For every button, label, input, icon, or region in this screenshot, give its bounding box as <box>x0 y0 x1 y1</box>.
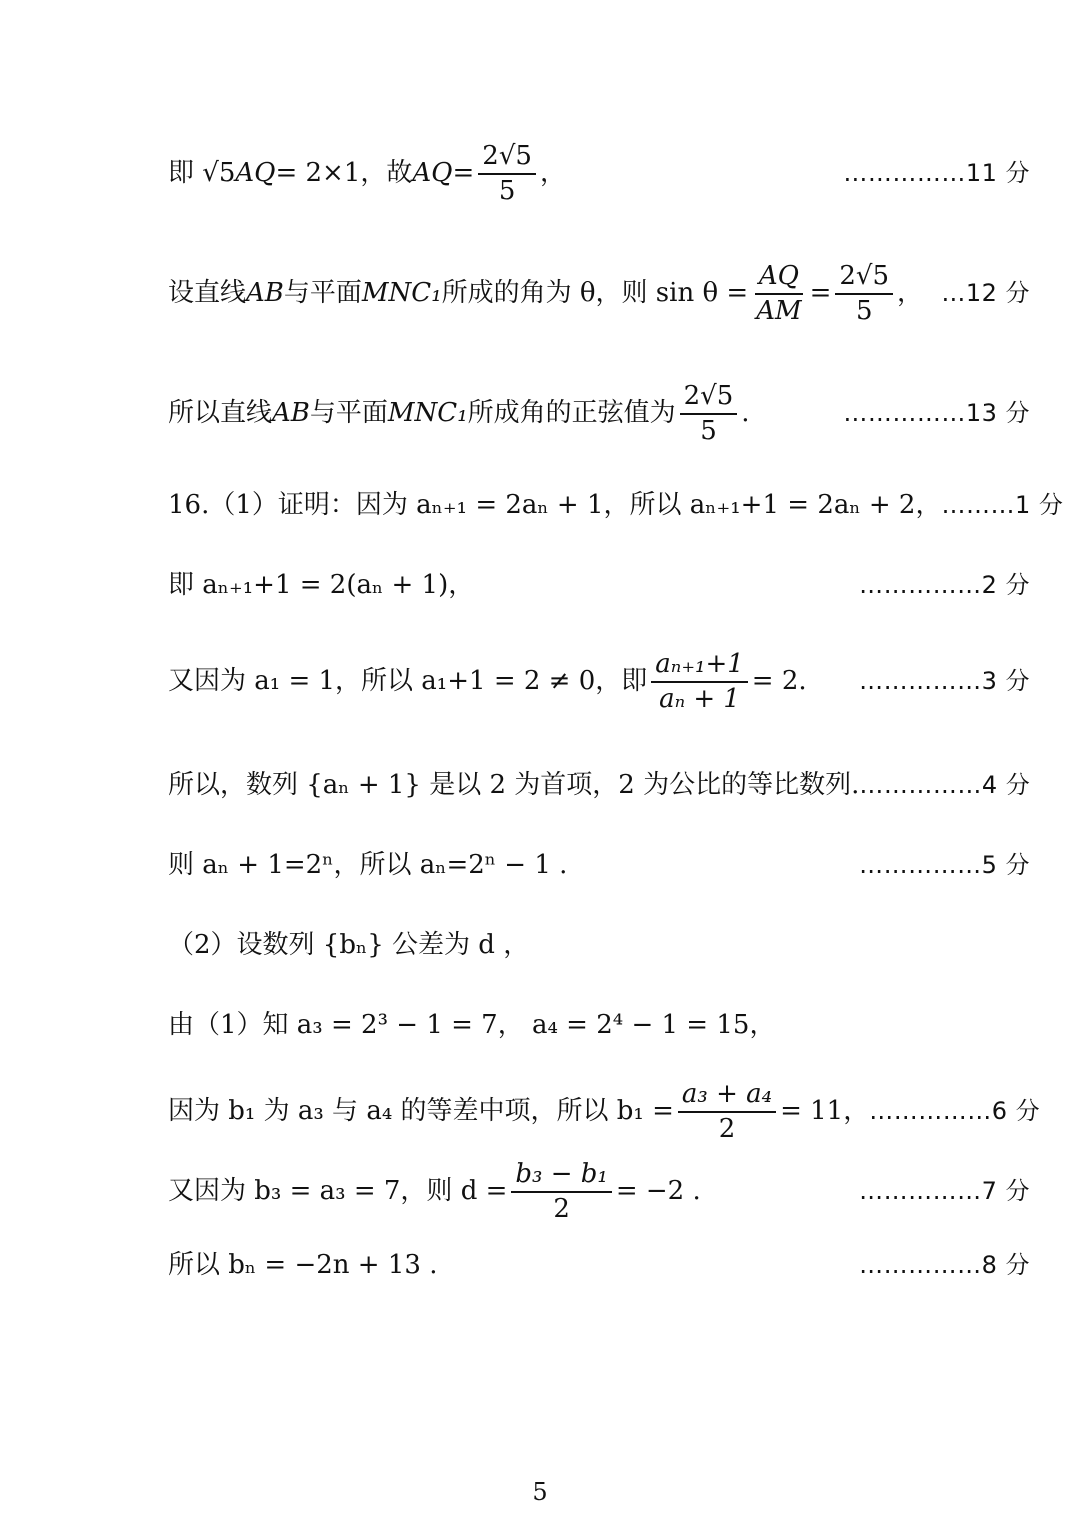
var: AQ <box>412 158 453 188</box>
math-content <box>168 1160 701 1223</box>
text: = −2 . <box>615 1176 701 1206</box>
page-number: 5 <box>532 1478 548 1506</box>
score-label: …12 分 <box>941 279 1030 308</box>
math-content: 所以 bₙ = −2n + 13 . <box>168 1250 438 1280</box>
denominator: AM <box>756 295 802 326</box>
line-16-5 <box>168 850 1030 881</box>
math-content <box>168 142 566 205</box>
score-label: ……………5 分 <box>859 851 1030 880</box>
line-16-1 <box>168 490 1064 521</box>
text: 因为 b₁ 为 a₃ 与 a₄ 的等差中项，所以 b₁ = <box>168 1096 674 1126</box>
var: AB <box>246 278 284 308</box>
math-content: 所以，数列 {aₙ + 1} 是以 2 为首项，2 为公比的等比数列. <box>168 770 860 800</box>
text: 所成的角为 θ，则 sin θ = <box>441 278 749 308</box>
line-16-a3a4 <box>168 1010 1030 1041</box>
line-11 <box>168 142 1030 205</box>
line-12 <box>168 262 1030 325</box>
score-label: ……………8 分 <box>859 1251 1030 1280</box>
math-content: 由（1）知 a₃ = 2³ − 1 = 7， a₄ = 2⁴ − 1 = 15， <box>168 1010 776 1040</box>
math-content <box>168 1080 869 1143</box>
math-content <box>168 650 807 713</box>
var: MNC₁ <box>361 278 442 308</box>
numerator: 2√5 <box>478 142 536 175</box>
text: 设直线 <box>168 278 247 308</box>
numerator: AQ <box>755 262 803 295</box>
fraction <box>752 262 805 325</box>
denominator: 5 <box>700 415 717 446</box>
denominator: 5 <box>855 295 873 326</box>
var: AB <box>272 398 310 428</box>
fraction <box>478 142 536 205</box>
math-content: （2）设数列 {bₙ} 公差为 d ， <box>168 930 530 960</box>
fraction <box>678 1080 776 1143</box>
text: 即 √5 <box>168 158 236 188</box>
fraction <box>680 382 738 445</box>
text: 与平面 <box>309 398 388 428</box>
line-16-3 <box>168 650 1030 713</box>
var: AQ <box>235 158 276 188</box>
score-label: ……………11 分 <box>843 159 1030 188</box>
math-content: 则 aₙ + 1=2ⁿ，所以 aₙ=2ⁿ − 1 . <box>168 850 568 880</box>
text: = 2. <box>751 666 807 696</box>
score-label: ……………3 分 <box>859 667 1030 696</box>
math-content: 16.（1）证明：因为 aₙ₊₁ = 2aₙ + 1，所以 aₙ₊₁+1 = 2aₙ + 2， <box>168 490 942 520</box>
line-16-part2 <box>168 930 1030 961</box>
numerator: b₃ − b₁ <box>511 1160 611 1193</box>
score-label: ………1 分 <box>941 491 1064 520</box>
fraction <box>651 650 748 713</box>
score-label: ……………4 分 <box>859 771 1031 800</box>
score-label: ……………6 分 <box>869 1097 1041 1126</box>
score-label: ……………7 分 <box>859 1177 1030 1206</box>
denominator: aₙ + 1 <box>659 683 740 714</box>
text: = <box>452 158 475 188</box>
text: . <box>741 398 750 428</box>
score-label: ……………13 分 <box>843 399 1030 428</box>
text: 与平面 <box>283 278 362 308</box>
score-label: ……………2 分 <box>859 571 1030 600</box>
text: ， <box>539 158 566 188</box>
line-16-8 <box>168 1250 1030 1281</box>
math-content <box>168 382 750 445</box>
text: ， <box>897 278 924 308</box>
denominator: 2 <box>553 1193 570 1224</box>
denominator: 5 <box>498 175 516 206</box>
text: 又因为 a₁ = 1，所以 a₁+1 = 2 ≠ 0，即 <box>168 666 648 696</box>
line-16-7 <box>168 1160 1030 1223</box>
denominator: 2 <box>718 1113 736 1144</box>
numerator: 2√5 <box>680 382 738 415</box>
numerator: a₃ + a₄ <box>678 1080 776 1113</box>
math-content <box>168 262 923 325</box>
text: 所以直线 <box>168 398 273 428</box>
line-13 <box>168 382 1030 445</box>
text: = 11， <box>780 1096 870 1126</box>
var: MNC₁ <box>387 398 468 428</box>
fraction <box>835 262 893 325</box>
text: = 2×1，故 <box>275 158 413 188</box>
text: 所成角的正弦值为 <box>467 398 676 428</box>
fraction <box>511 1160 611 1223</box>
numerator: aₙ₊₁+1 <box>651 650 748 683</box>
numerator: 2√5 <box>835 262 893 295</box>
line-16-2 <box>168 570 1030 601</box>
line-16-4 <box>168 770 1030 801</box>
text: = <box>809 278 832 308</box>
math-content: 即 aₙ₊₁+1 = 2(aₙ + 1)， <box>168 570 475 600</box>
text: 又因为 b₃ = a₃ = 7，则 d = <box>168 1176 508 1206</box>
line-16-6 <box>168 1079 1041 1144</box>
